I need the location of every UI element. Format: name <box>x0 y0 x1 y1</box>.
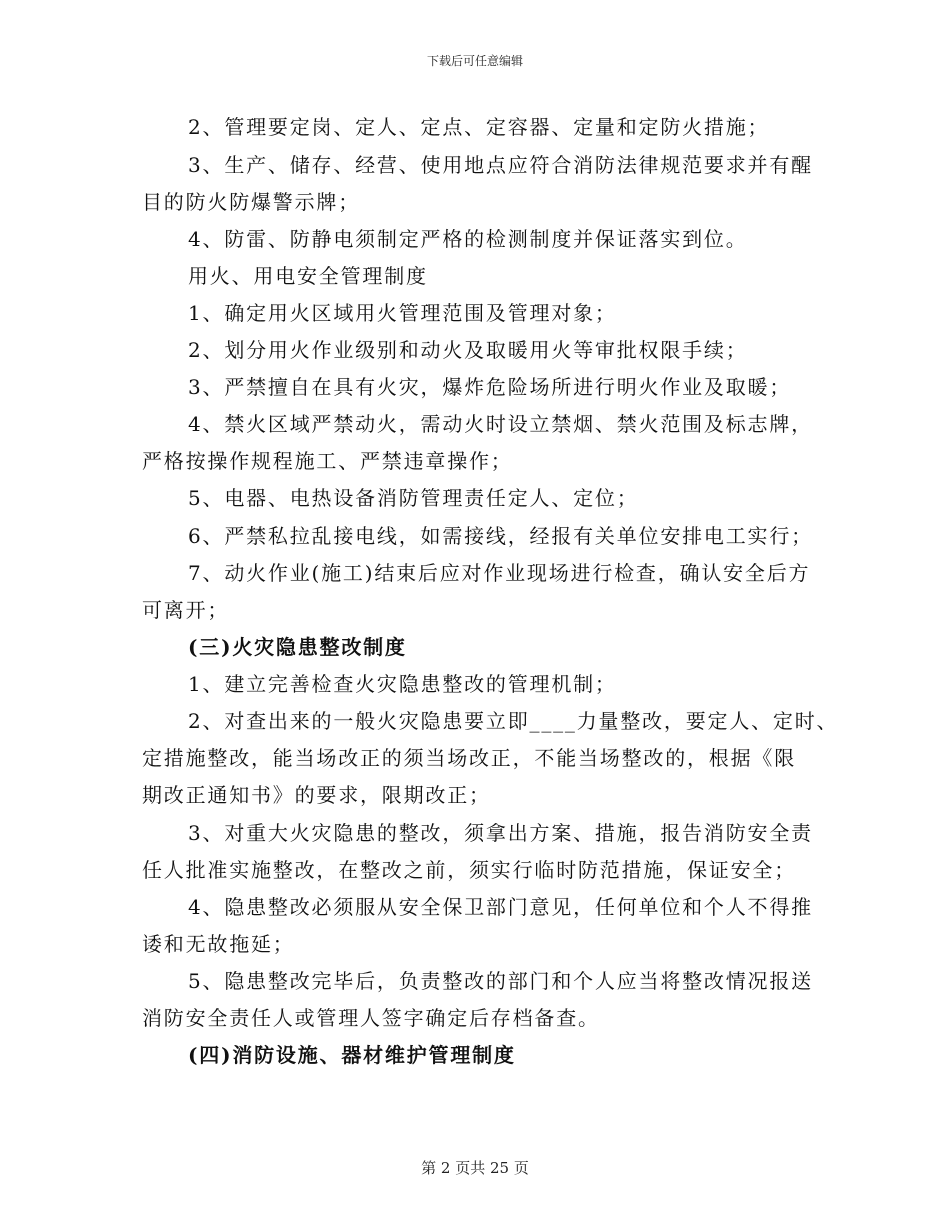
section-heading: (三)火灾隐患整改制度 <box>188 635 407 659</box>
paragraph-line: 定措施整改，能当场改正的须当场改正，不能当场整改的，根据《限 <box>142 746 796 770</box>
section-title: 用火、用电安全管理制度 <box>188 264 428 288</box>
paragraph-line: 诿和无故拖延； <box>142 932 295 956</box>
paragraph-line: 7、动火作业(施工)结束后应对作业现场进行检查，确认安全后方 <box>188 561 811 585</box>
paragraph-line: 3、严禁擅自在具有火灾，爆炸危险场所进行明火作业及取暖； <box>188 375 792 399</box>
paragraph-line: 3、生产、储存、经营、使用地点应符合消防法律规范要求并有醒 <box>188 153 813 177</box>
page-number-footer: 第 2 页共 25 页 <box>421 1159 529 1177</box>
paragraph-line: 2、划分用火作业级别和动火及取暖用火等审批权限手续； <box>188 338 748 362</box>
paragraph-line: 4、隐患整改必须服从安全保卫部门意见，任何单位和个人不得推 <box>188 895 813 919</box>
paragraph-line: 可离开； <box>142 598 230 622</box>
paragraph-line: 任人批准实施整改，在整改之前，须实行临时防范措施，保证安全； <box>142 858 796 882</box>
section-heading: (四)消防设施、器材维护管理制度 <box>188 1043 516 1067</box>
paragraph-line: 4、防雷、防静电须制定严格的检测制度并保证落实到位。 <box>188 227 748 251</box>
paragraph-line: 2、管理要定岗、定人、定点、定容器、定量和定防火措施； <box>188 115 770 139</box>
paragraph-line: 5、电器、电热设备消防管理责任定人、定位； <box>188 486 639 510</box>
paragraph-line: 1、确定用火区域用火管理范围及管理对象； <box>188 301 617 325</box>
page-header: 下载后可任意编辑 <box>426 54 523 68</box>
paragraph-line: 1、建立完善检查火灾隐患整改的管理机制； <box>188 672 617 696</box>
paragraph-line: 5、隐患整改完毕后，负责整改的部门和个人应当将整改情况报送 <box>188 969 813 993</box>
paragraph-line: 严格按操作规程施工、严禁违章操作； <box>142 449 513 473</box>
paragraph-line: 4、禁火区域严禁动火，需动火时设立禁烟、禁火范围及标志牌， <box>188 412 813 436</box>
paragraph-line: 期改正通知书》的要求，限期改正； <box>142 783 491 807</box>
paragraph-line: 目的防火防爆警示牌； <box>142 190 360 214</box>
paragraph-line: 2、对查出来的一般火灾隐患要立即____力量整改，要定人、定时、 <box>188 709 839 733</box>
paragraph-line: 6、严禁私拉乱接电线，如需接线，经报有关单位安排电工实行； <box>188 524 813 548</box>
paragraph-line: 3、对重大火灾隐患的整改，须拿出方案、措施，报告消防安全责 <box>188 821 813 845</box>
paragraph-line: 消防安全责任人或管理人签字确定后存档备查。 <box>142 1006 600 1030</box>
